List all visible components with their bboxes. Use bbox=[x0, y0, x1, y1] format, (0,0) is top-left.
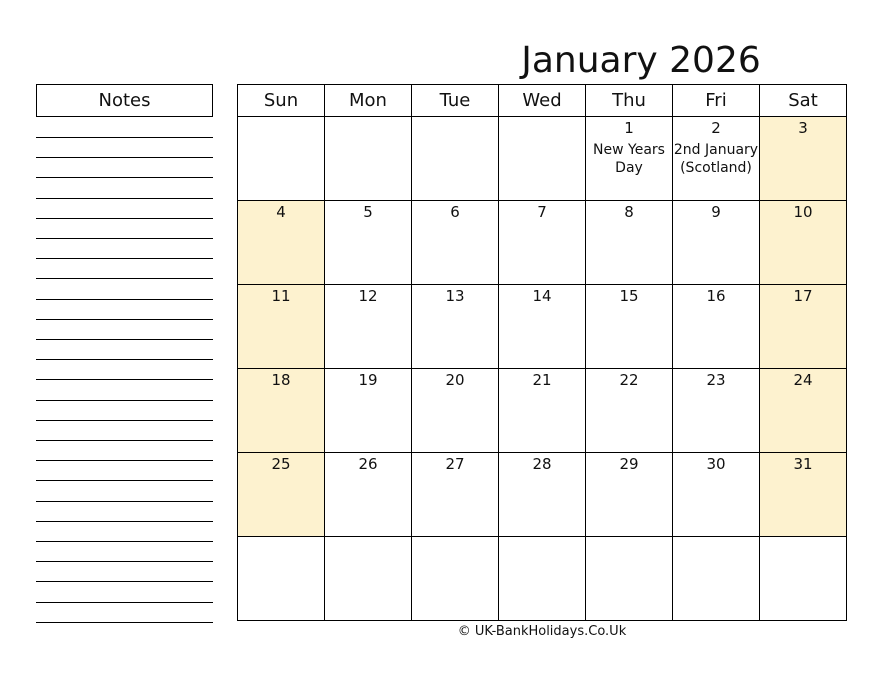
notes-line[interactable] bbox=[36, 379, 213, 380]
calendar-day-cell[interactable] bbox=[760, 453, 847, 537]
day-number: 21 bbox=[532, 371, 552, 389]
notes-line[interactable] bbox=[36, 359, 213, 360]
weekday-header: Sun bbox=[238, 85, 325, 117]
calendar-week-row bbox=[238, 285, 847, 369]
calendar-day-cell[interactable] bbox=[499, 537, 586, 621]
weekday-header: Sat bbox=[760, 85, 847, 117]
calendar-week-row bbox=[238, 369, 847, 453]
holiday-label: 2nd January (Scotland) bbox=[673, 142, 759, 176]
calendar-day-cell[interactable] bbox=[760, 537, 847, 621]
day-number: 18 bbox=[271, 371, 291, 389]
calendar-day-cell[interactable] bbox=[586, 537, 673, 621]
calendar-title: January 2026 bbox=[521, 40, 761, 81]
calendar-week-row bbox=[238, 453, 847, 537]
weekday-header: Wed bbox=[499, 85, 586, 117]
notes-line[interactable] bbox=[36, 278, 213, 279]
calendar-day-cell[interactable] bbox=[673, 285, 760, 369]
day-number: 16 bbox=[706, 287, 726, 305]
day-number: 3 bbox=[798, 119, 808, 137]
calendar-day-cell[interactable] bbox=[412, 537, 499, 621]
calendar-day-cell[interactable] bbox=[673, 201, 760, 285]
holiday-label: New Years Day bbox=[593, 142, 665, 176]
calendar-week-row bbox=[238, 537, 847, 621]
notes-line[interactable] bbox=[36, 420, 213, 421]
notes-line[interactable] bbox=[36, 581, 213, 582]
day-number: 31 bbox=[793, 455, 813, 473]
calendar-day-cell[interactable] bbox=[499, 453, 586, 537]
day-number: 20 bbox=[445, 371, 465, 389]
notes-line[interactable] bbox=[36, 198, 213, 199]
calendar-day-cell[interactable] bbox=[673, 537, 760, 621]
calendar-day-cell[interactable] bbox=[760, 117, 847, 201]
calendar-grid bbox=[237, 84, 847, 621]
calendar-day-cell[interactable] bbox=[499, 117, 586, 201]
day-number: 14 bbox=[532, 287, 552, 305]
calendar-day-cell[interactable] bbox=[499, 201, 586, 285]
notes-line[interactable] bbox=[36, 480, 213, 481]
day-number: 24 bbox=[793, 371, 813, 389]
day-number: 26 bbox=[358, 455, 378, 473]
calendar-day-cell[interactable] bbox=[673, 453, 760, 537]
day-number: 13 bbox=[445, 287, 465, 305]
calendar-day-cell[interactable] bbox=[760, 369, 847, 453]
notes-line[interactable] bbox=[36, 258, 213, 259]
day-number: 19 bbox=[358, 371, 378, 389]
calendar-day-cell[interactable] bbox=[412, 201, 499, 285]
calendar-day-cell[interactable] bbox=[412, 117, 499, 201]
calendar-day-cell[interactable] bbox=[760, 201, 847, 285]
notes-line[interactable] bbox=[36, 339, 213, 340]
day-number: 5 bbox=[363, 203, 373, 221]
calendar-day-cell[interactable] bbox=[586, 285, 673, 369]
notes-line[interactable] bbox=[36, 541, 213, 542]
notes-line[interactable] bbox=[36, 521, 213, 522]
notes-line[interactable] bbox=[36, 177, 213, 178]
calendar-week-row bbox=[238, 201, 847, 285]
page-title bbox=[237, 38, 847, 84]
calendar-day-cell[interactable] bbox=[760, 285, 847, 369]
day-number: 4 bbox=[276, 203, 286, 221]
day-number: 25 bbox=[271, 455, 291, 473]
calendar-day-cell[interactable] bbox=[238, 369, 325, 453]
calendar-day-cell[interactable] bbox=[673, 369, 760, 453]
notes-line[interactable] bbox=[36, 319, 213, 320]
day-number: 27 bbox=[445, 455, 465, 473]
notes-line[interactable] bbox=[36, 400, 213, 401]
day-number: 9 bbox=[711, 203, 721, 221]
day-number: 23 bbox=[706, 371, 726, 389]
day-number: 2 bbox=[711, 119, 721, 137]
notes-line[interactable] bbox=[36, 238, 213, 239]
calendar-day-cell[interactable] bbox=[325, 285, 412, 369]
calendar-day-cell[interactable] bbox=[586, 453, 673, 537]
day-number: 17 bbox=[793, 287, 813, 305]
weekday-header: Thu bbox=[586, 85, 673, 117]
calendar-day-cell[interactable] bbox=[586, 117, 673, 201]
weekday-header-row bbox=[238, 85, 847, 117]
notes-line[interactable] bbox=[36, 561, 213, 562]
calendar-day-cell[interactable] bbox=[499, 369, 586, 453]
notes-line[interactable] bbox=[36, 460, 213, 461]
day-number: 30 bbox=[706, 455, 726, 473]
notes-line[interactable] bbox=[36, 622, 213, 623]
day-number: 11 bbox=[271, 287, 291, 305]
day-number: 10 bbox=[793, 203, 813, 221]
day-number: 28 bbox=[532, 455, 552, 473]
notes-line[interactable] bbox=[36, 137, 213, 138]
calendar-day-cell[interactable] bbox=[325, 369, 412, 453]
day-number: 22 bbox=[619, 371, 639, 389]
weekday-header: Tue bbox=[412, 85, 499, 117]
calendar-day-cell[interactable] bbox=[238, 285, 325, 369]
day-number: 1 bbox=[624, 119, 634, 137]
notes-line[interactable] bbox=[36, 299, 213, 300]
day-number: 8 bbox=[624, 203, 634, 221]
calendar-day-cell[interactable] bbox=[412, 285, 499, 369]
footer-credit: © UK-BankHolidays.Co.Uk bbox=[457, 624, 627, 639]
notes-line[interactable] bbox=[36, 440, 213, 441]
calendar-day-cell[interactable] bbox=[586, 201, 673, 285]
day-number: 6 bbox=[450, 203, 460, 221]
calendar-day-cell[interactable] bbox=[673, 117, 760, 201]
notes-line[interactable] bbox=[36, 218, 213, 219]
calendar-day-cell[interactable] bbox=[238, 537, 325, 621]
calendar-day-cell[interactable] bbox=[412, 453, 499, 537]
calendar-day-cell[interactable] bbox=[238, 117, 325, 201]
calendar-day-cell[interactable] bbox=[412, 369, 499, 453]
notes-line[interactable] bbox=[36, 602, 213, 603]
day-number: 29 bbox=[619, 455, 639, 473]
calendar-day-cell[interactable] bbox=[325, 201, 412, 285]
day-number: 15 bbox=[619, 287, 639, 305]
notes-line[interactable] bbox=[36, 157, 213, 158]
day-number: 12 bbox=[358, 287, 378, 305]
weekday-header: Mon bbox=[325, 85, 412, 117]
calendar-day-cell[interactable] bbox=[238, 201, 325, 285]
calendar-body bbox=[238, 117, 847, 621]
calendar-day-cell[interactable] bbox=[238, 453, 325, 537]
calendar-day-cell[interactable] bbox=[325, 117, 412, 201]
calendar-day-cell[interactable] bbox=[586, 369, 673, 453]
weekday-header: Fri bbox=[673, 85, 760, 117]
calendar-day-cell[interactable] bbox=[325, 453, 412, 537]
calendar-week-row bbox=[238, 117, 847, 201]
notes-header: Notes bbox=[36, 84, 213, 117]
calendar-day-cell[interactable] bbox=[325, 537, 412, 621]
day-number: 7 bbox=[537, 203, 547, 221]
notes-line[interactable] bbox=[36, 501, 213, 502]
calendar-day-cell[interactable] bbox=[499, 285, 586, 369]
